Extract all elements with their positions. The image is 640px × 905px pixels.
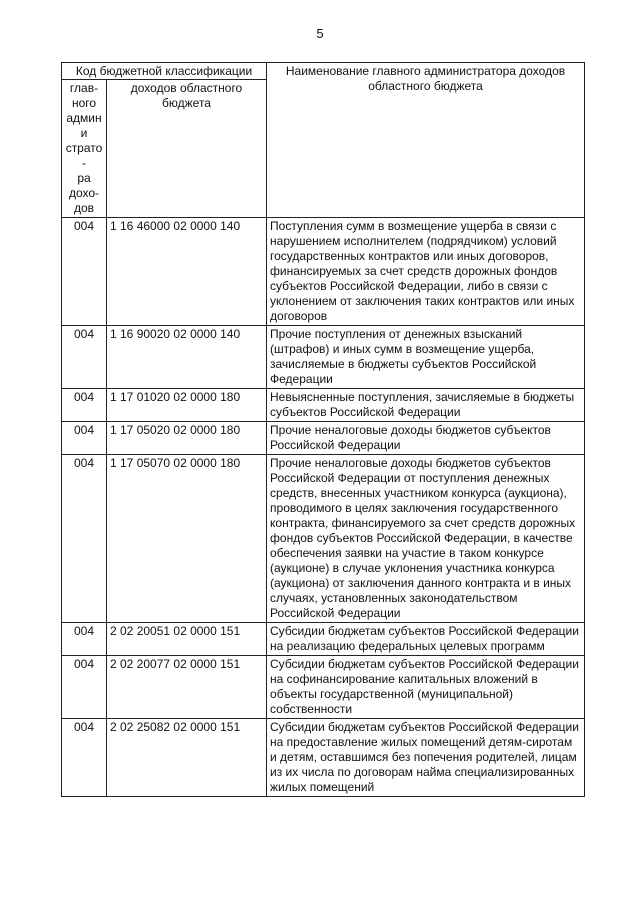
revenue-code-cell: 1 17 01020 02 0000 180: [107, 389, 267, 422]
header-admin-line: ра: [77, 171, 91, 185]
admin-code-cell: 004: [62, 389, 107, 422]
revenue-name-cell: Поступления сумм в возмещение ущерба в связи с нарушением исполнителем (подрядчиком) условий государственных контрактов или иных договоров, финансируемых за счет средств дорожных фондов субъектов Российской Федерации, либо в связи с уклонением от заключения таких контрактов или иных договоров: [267, 218, 585, 326]
header-admin-line: страто-: [65, 141, 103, 170]
revenue-name-cell: Субсидии бюджетам субъектов Российской Федерации на реализацию федеральных целевых программ: [267, 623, 585, 656]
admin-code-cell: 004: [62, 422, 107, 455]
header-admin-line: дохо-: [68, 186, 100, 200]
table-row: [62, 422, 585, 455]
table-row: [62, 623, 585, 656]
page-number: 5: [316, 26, 324, 41]
table-row: [62, 656, 585, 719]
revenue-code-cell: 1 17 05070 02 0000 180: [107, 455, 267, 623]
admin-code-cell: 004: [62, 623, 107, 656]
revenue-name-cell: Прочие поступления от денежных взысканий (штрафов) и иных сумм в возмещение ущерба, зачисляемые в бюджеты субъектов Российской Федерации: [267, 326, 585, 389]
header-chief-administrator: [62, 80, 107, 218]
table-row: [62, 455, 585, 623]
budget-classification-table: [61, 62, 585, 797]
revenue-name-cell: Прочие неналоговые доходы бюджетов субъектов Российской Федерации: [267, 422, 585, 455]
admin-code-cell: 004: [62, 326, 107, 389]
table-row: [62, 719, 585, 797]
admin-code-cell: 004: [62, 719, 107, 797]
admin-code-cell: 004: [62, 455, 107, 623]
revenue-name-cell: Субсидии бюджетам субъектов Российской Федерации на софинансирование капитальных вложений в объекты государственной (муниципальной) собственности: [267, 656, 585, 719]
revenue-code-cell: 2 02 25082 02 0000 151: [107, 719, 267, 797]
revenue-code-cell: 2 02 20077 02 0000 151: [107, 656, 267, 719]
revenue-code-cell: 1 16 46000 02 0000 140: [107, 218, 267, 326]
revenue-code-cell: 1 16 90020 02 0000 140: [107, 326, 267, 389]
table-row: [62, 326, 585, 389]
admin-code-cell: 004: [62, 218, 107, 326]
header-admin-line: ного: [71, 96, 97, 110]
revenue-code-cell: 1 17 05020 02 0000 180: [107, 422, 267, 455]
table-row: [62, 218, 585, 326]
revenue-name-cell: Невыясненные поступления, зачисляемые в бюджеты субъектов Российской Федерации: [267, 389, 585, 422]
revenue-code-cell: 2 02 20051 02 0000 151: [107, 623, 267, 656]
header-revenue-code: доходов областного бюджета: [107, 80, 267, 218]
header-administrator-name: Наименование главного администратора доходов областного бюджета: [267, 63, 585, 218]
admin-code-cell: 004: [62, 656, 107, 719]
header-admin-line: дов: [73, 201, 95, 215]
revenue-name-cell: Прочие неналоговые доходы бюджетов субъектов Российской Федерации от поступления денежных средств, внесенных участником конкурса (аукциона), проводимого в целях заключения государственного контракта, финансируемого за счет средств дорожных фондов субъектов Российской Федерации, в качестве обеспечения заявки на участие в таком конкурсе (аукционе) в случае уклонения участника конкурса (аукциона) от заключения данного контракта и в иных случаях, установленных законодательством Российской Федерации: [267, 455, 585, 623]
header-admin-line: глав-: [69, 81, 99, 95]
table-row: [62, 389, 585, 422]
revenue-name-cell: Субсидии бюджетам субъектов Российской Федерации на предоставление жилых помещений детям-сиротам и детям, оставшимся без попечения родителей, лицам из их числа по договорам найма специализированных жилых помещений: [267, 719, 585, 797]
header-budget-classification: Код бюджетной классификации: [62, 63, 267, 80]
header-admin-line: админи: [66, 111, 102, 140]
